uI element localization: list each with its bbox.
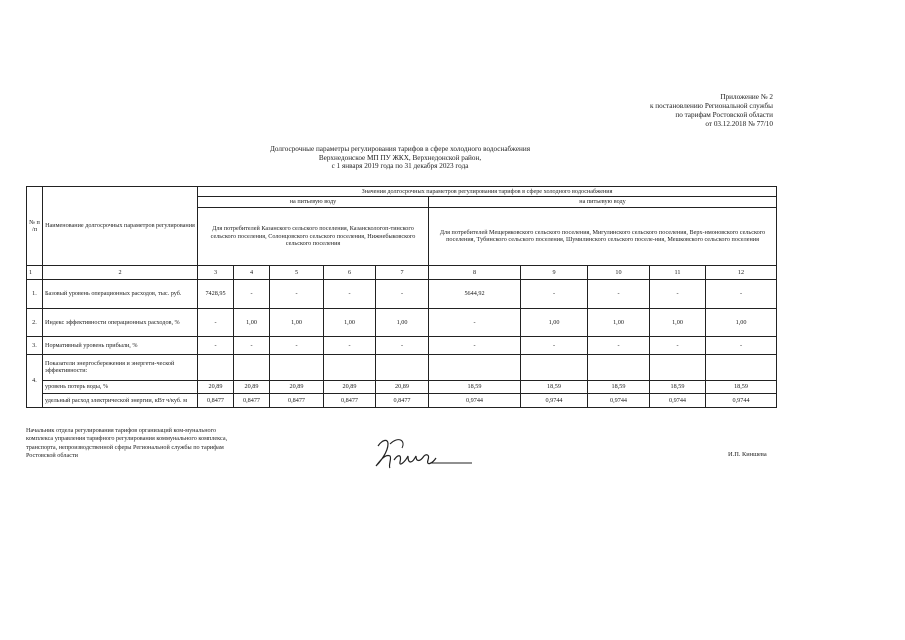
empty-cell	[376, 354, 429, 380]
row-value: -	[650, 279, 706, 308]
row-value: -	[650, 336, 706, 354]
row-value: -	[706, 336, 777, 354]
row-value: 18,59	[588, 380, 650, 393]
column-number: 12	[706, 265, 777, 279]
empty-cell	[706, 354, 777, 380]
header-name-cell: Наименование долгосрочных параметров регулирования	[43, 187, 198, 266]
row-value: 1,00	[650, 308, 706, 336]
row-value: 0,8477	[324, 393, 376, 407]
row-value: 1,00	[521, 308, 588, 336]
row-value: 18,59	[429, 380, 521, 393]
table-row	[27, 380, 777, 393]
row-value: 0,9744	[429, 393, 521, 407]
row-value: 20,89	[376, 380, 429, 393]
signature-image	[372, 432, 482, 481]
document-title	[230, 145, 570, 171]
row-value: 7428,95	[198, 279, 234, 308]
row-num: 4.	[27, 354, 43, 407]
table-row	[27, 279, 777, 308]
column-number: 4	[234, 265, 270, 279]
row-value: 0,8477	[234, 393, 270, 407]
empty-cell	[429, 354, 521, 380]
row-value: -	[588, 279, 650, 308]
row-value: 20,89	[234, 380, 270, 393]
row-num: 2.	[27, 308, 43, 336]
row-name: Нормативный уровень прибыли, %	[43, 336, 198, 354]
column-number: 6	[324, 265, 376, 279]
row-num: 1.	[27, 279, 43, 308]
signer-name: И.П. Киншева	[728, 451, 767, 458]
appendix-line: к постановлению Региональной службы	[649, 102, 773, 110]
row-name: Базовый уровень операционных расходов, тыс. руб.	[43, 279, 198, 308]
column-number: 3	[198, 265, 234, 279]
column-number: 11	[650, 265, 706, 279]
row-value: 1,00	[270, 308, 324, 336]
column-number: 5	[270, 265, 324, 279]
row-value: 0,8477	[270, 393, 324, 407]
header-group2-consumers: Для потребителей Мещеряковского сельского поселения, Мигулинского сельского поселения, Верх-нмоновского сельского поселения, Тубинского сельского поселения, Шумилинского сельского поселе-ния, Мешковского сельского поселения	[429, 207, 777, 265]
row-value: -	[521, 279, 588, 308]
column-number: 9	[521, 265, 588, 279]
row-value: -	[706, 279, 777, 308]
row-value: -	[521, 336, 588, 354]
row-value: -	[429, 308, 521, 336]
table-row	[27, 336, 777, 354]
row-value: 20,89	[198, 380, 234, 393]
row-name: уровень потерь воды, %	[43, 380, 198, 393]
title-line: Верхнедонское МП ПУ ЖКХ, Верхнедонской район,	[318, 153, 482, 162]
row-value: -	[376, 279, 429, 308]
column-number: 7	[376, 265, 429, 279]
appendix-line: от 03.12.2018 № 77/10	[705, 120, 773, 128]
row-value: 0,8477	[198, 393, 234, 407]
header-group1: на питьевую воду	[198, 197, 429, 207]
header-num-cell: № п /п	[27, 187, 43, 266]
row-value: 5644,92	[429, 279, 521, 308]
title-line: Долгосрочные параметры регулирования тарифов в сфере холодного водоснабжения	[269, 145, 531, 153]
title-line: с 1 января 2019 года по 31 декабря 2023 года	[331, 162, 469, 171]
row-value: 1,00	[376, 308, 429, 336]
appendix-note	[650, 93, 773, 129]
row-value: 0,9744	[588, 393, 650, 407]
header-values-cell: Значения долгосрочных параметров регулирования тарифов в сфере холодного водоснабжения	[198, 187, 777, 197]
row-value: 0,9744	[706, 393, 777, 407]
table-row	[27, 354, 777, 380]
row-value: 0,8477	[376, 393, 429, 407]
empty-cell	[234, 354, 270, 380]
row-value: -	[234, 279, 270, 308]
empty-cell	[270, 354, 324, 380]
empty-cell	[588, 354, 650, 380]
row-value: -	[376, 336, 429, 354]
row-value: -	[270, 336, 324, 354]
row-value: 18,59	[650, 380, 706, 393]
appendix-line: по тарифам Ростовской области	[675, 111, 773, 119]
empty-cell	[198, 354, 234, 380]
column-number: 10	[588, 265, 650, 279]
empty-cell	[324, 354, 376, 380]
empty-cell	[521, 354, 588, 380]
row-num: 3.	[27, 336, 43, 354]
column-number: 8	[429, 265, 521, 279]
row-value: -	[324, 279, 376, 308]
header-group1-consumers: Для потребителей Казанского сельского поселения, Казанскологоп-тинского сельского поселения, Солонцовского сельского поселения, Нижнебыковского сельского поселения	[198, 207, 429, 265]
row-name: Индекс эффективности операционных расходов, %	[43, 308, 198, 336]
header-group2: на питьевую воду	[429, 197, 777, 207]
row-value: 18,59	[706, 380, 777, 393]
parameters-table	[26, 186, 777, 408]
empty-cell	[650, 354, 706, 380]
row-value: -	[198, 336, 234, 354]
row-value: 18,59	[521, 380, 588, 393]
row-value: 20,89	[324, 380, 376, 393]
row-name: удельный расход электрической энергии, кВт ч/куб. м	[43, 393, 198, 407]
row-value: -	[270, 279, 324, 308]
row-value: -	[234, 336, 270, 354]
row-value: -	[429, 336, 521, 354]
row-value: -	[198, 308, 234, 336]
column-number: 1	[27, 265, 43, 279]
row-value: 1,00	[234, 308, 270, 336]
table-row	[27, 393, 777, 407]
row-value: 1,00	[324, 308, 376, 336]
row-value: 1,00	[706, 308, 777, 336]
row-value: 0,9744	[521, 393, 588, 407]
row-value: 0,9744	[650, 393, 706, 407]
signer-position: Начальник отдела регулирования тарифов организаций ком-мунального комплекса управления тарифного регулирования коммунального комплекса, транспорта, непроизводственной сферы Региональной службы по тарифам Ростовской области	[26, 427, 228, 460]
row-value: 20,89	[270, 380, 324, 393]
row-name: Показатели энергосбережения и энергети-ческой эффективности:	[43, 354, 198, 380]
column-number: 2	[43, 265, 198, 279]
handwritten-signature-icon	[372, 432, 482, 476]
row-value: -	[588, 336, 650, 354]
appendix-line: Приложение № 2	[720, 93, 773, 101]
row-value: 1,00	[588, 308, 650, 336]
table-row	[27, 308, 777, 336]
row-value: -	[324, 336, 376, 354]
column-numbers-row	[27, 265, 777, 279]
